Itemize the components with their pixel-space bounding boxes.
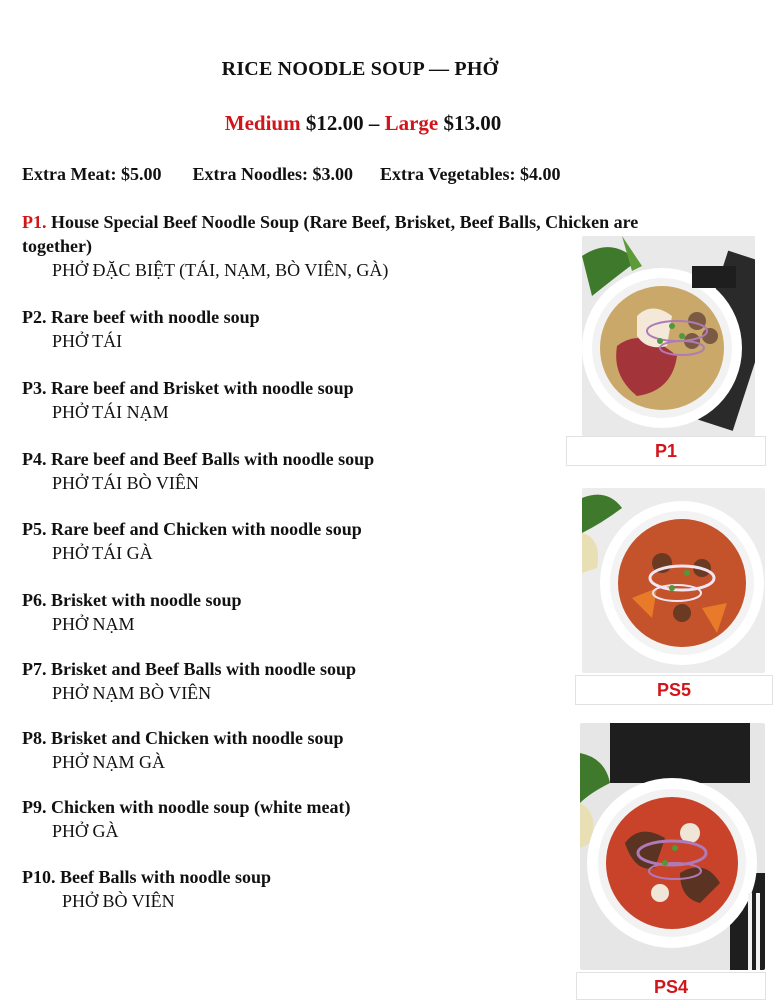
- size-prices: [0, 111, 726, 136]
- item-code: P3.: [22, 378, 47, 398]
- item-vietnamese: PHỞ TÁI BÒ VIÊN: [52, 473, 199, 493]
- extra-meat-label: Extra Meat: [22, 164, 111, 184]
- medium-label: Medium: [224, 111, 301, 135]
- extra-noodles-label: Extra Noodles: [192, 164, 302, 184]
- item-vietnamese: PHỞ TÁI GÀ: [52, 543, 153, 563]
- photo-ps4: [580, 723, 765, 970]
- item-name: Rare beef and Beef Balls with noodle soup: [51, 449, 375, 469]
- extra-meat-price: : $5.00: [110, 164, 162, 184]
- item-name: Chicken with noodle soup (white meat): [51, 797, 351, 817]
- price-separator: –: [368, 111, 380, 135]
- pho-bowl-illustration: [582, 236, 755, 436]
- photo-caption-ps4: PS4: [576, 972, 766, 1000]
- item-name: Beef Balls with noodle soup: [60, 867, 272, 887]
- item-code: P10.: [22, 867, 56, 887]
- item-code: P8.: [22, 728, 47, 748]
- large-price: $13.00: [443, 111, 502, 135]
- red-soup-bowl-illustration: [582, 488, 765, 673]
- item-code: P5.: [22, 519, 47, 539]
- item-vietnamese: PHỞ NẠM BÒ VIÊN: [52, 683, 212, 703]
- item-vietnamese: PHỞ ĐẶC BIỆT (TÁI, NẠM, BÒ VIÊN, GÀ): [52, 260, 389, 280]
- item-vietnamese: PHỞ NẠM GÀ: [52, 752, 166, 772]
- extra-vegetables-price: : $4.00: [509, 164, 561, 184]
- photo-p1: [582, 236, 755, 436]
- extra-vegetables-label: Extra Vegetables: [379, 164, 510, 184]
- photo-caption-ps5: PS5: [575, 675, 773, 705]
- item-code: P2.: [22, 307, 47, 327]
- item-name: Rare beef with noodle soup: [51, 307, 260, 327]
- item-code: P1.: [22, 212, 47, 232]
- item-name: Rare beef and Brisket with noodle soup: [51, 378, 354, 398]
- item-name: Brisket and Chicken with noodle soup: [51, 728, 344, 748]
- beef-soup-bowl-illustration: [580, 723, 765, 970]
- medium-price: $12.00: [305, 111, 364, 135]
- item-vietnamese: PHỞ TÁI: [52, 331, 123, 351]
- large-label: Large: [384, 111, 439, 135]
- item-name: House Special Beef Noodle Soup (Rare Beef, Brisket, Beef Balls, Chicken are together): [22, 212, 639, 256]
- item-code: P9.: [22, 797, 47, 817]
- item-name: Brisket with noodle soup: [51, 590, 242, 610]
- item-code: P6.: [22, 590, 47, 610]
- item-vietnamese: PHỞ GÀ: [52, 821, 119, 841]
- item-vietnamese: PHỞ TÁI NẠM: [52, 402, 169, 422]
- item-name: Brisket and Beef Balls with noodle soup: [51, 659, 357, 679]
- item-name: Rare beef and Chicken with noodle soup: [51, 519, 362, 539]
- item-vietnamese: PHỞ BÒ VIÊN: [62, 891, 175, 911]
- extra-noodles-price: : $3.00: [301, 164, 353, 184]
- page-title: RICE NOODLE SOUP — PHỞ: [221, 58, 499, 80]
- item-vietnamese: PHỞ NẠM: [52, 614, 135, 634]
- item-code: P7.: [22, 659, 47, 679]
- extras-line: [22, 164, 560, 185]
- item-code: P4.: [22, 449, 47, 469]
- photo-ps5: [582, 488, 765, 673]
- photo-caption-p1: P1: [566, 436, 766, 466]
